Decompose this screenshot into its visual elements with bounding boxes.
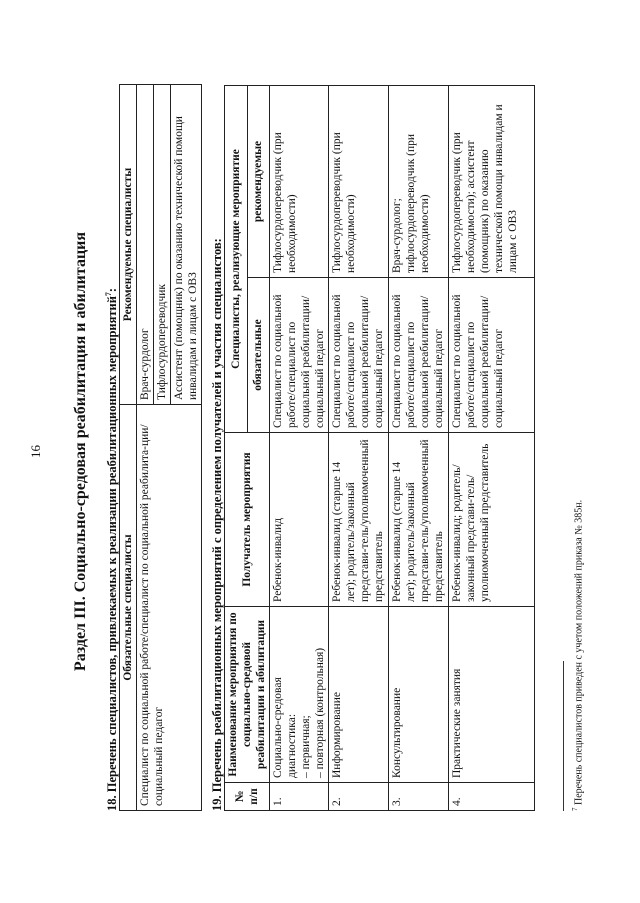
measure-name-cell [270, 607, 329, 783]
recommended-cell: Тифлосурдопереводчик (при необходимости) [270, 85, 329, 277]
section-19-heading: 19. Перечень реабилитационных мероприятий с определением получателей и участия специалистов: [210, 238, 224, 811]
table-row [449, 85, 535, 810]
row-number: 2. [329, 783, 389, 811]
header-recommended-specialists: Рекомендуемые специалисты [120, 85, 137, 405]
header-measure-name: Наименование мероприятия по социально-средовой реабилитации и абилитации [225, 607, 270, 783]
required-cell: Специалист по социальной работе/специалист по социальной реабилитации/социальный педагог [329, 278, 389, 433]
recommended-specialist: Тифлосурдопереводчик [154, 85, 171, 405]
recommended-cell: Тифлосурдопереводчик (при необходимости); ассистент (помощник) по оказанию технической помощи инвалидам и лицам с ОВЗ [449, 85, 535, 277]
measure-subitem: – повторная (контрольная) [314, 647, 326, 778]
measure-name: Информирование [329, 607, 389, 783]
measures-table [224, 85, 535, 811]
header-required: обязательные [247, 278, 270, 433]
header-recipient: Получатель мероприятия [225, 433, 270, 607]
required-specialists-cell: Специалист по социальной работе/специалист по социальной реабилита-ции/социальный педагог [137, 405, 202, 811]
recommended-specialist: Врач-сурдолог [137, 85, 154, 405]
recommended-cell: Тифлосурдопереводчик (при необходимости) [329, 85, 389, 277]
page-number: 16 [28, 445, 43, 458]
table-row [329, 85, 389, 810]
specialists-table [119, 84, 202, 811]
section-18-heading-text: 18. Перечень специалистов, привлекаемых к реализации реабилитационных мероприятий [105, 296, 120, 811]
footnote-number: 7 [571, 807, 579, 811]
measure-name: Практические занятия [449, 607, 535, 783]
section-title: Раздел III. Социально-средовая реабилитация и абилитация [72, 231, 89, 672]
required-cell: Специалист по социальной работе/специалист по социальной реабилитации/социальный педагог [270, 278, 329, 433]
recipient-cell: Ребенок-инвалид [270, 433, 329, 607]
recipient-cell: Ребенок-инвалид; родитель/законный представи-тель/уполномоченный представитель [449, 433, 535, 607]
required-cell: Специалист по социальной работе/специалист по социальной реабилитации/социальный педагог [449, 278, 535, 433]
measure-name: Консультирование [389, 607, 449, 783]
section-18-heading [104, 288, 120, 811]
measure-subitem: – первичная; [300, 715, 312, 778]
header-recommended: рекомендуемые [247, 85, 270, 277]
row-number: 1. [270, 783, 329, 811]
table-row [270, 85, 329, 810]
header-number: № п/п [225, 783, 270, 811]
heading-colon: : [105, 287, 120, 293]
table-row [389, 85, 449, 810]
header-required-specialists: Обязательные специалисты [120, 405, 137, 811]
recommended-cell: Врач-сурдолог; тифлосурдопереводчик (при необходимости) [389, 85, 449, 277]
footnote-divider [563, 661, 564, 811]
footnote-text: Перечень специалистов приведен с учетом положений приказа № 385н. [573, 499, 585, 805]
row-number: 4. [449, 783, 535, 811]
row-number: 3. [389, 783, 449, 811]
footnote [571, 500, 584, 811]
recipient-cell: Ребенок-инвалид (старше 14 лет); родитель/законный представи-тель/уполномоченный представитель [389, 433, 449, 607]
recommended-specialist: Ассистент (помощник) по оказанию технической помощи инвалидам и лицам с ОВЗ [171, 85, 202, 405]
footnote-mark: 7 [104, 292, 113, 297]
measure-name: Социально-средовая диагностика: [272, 677, 298, 778]
header-specialists: Специалисты, реализующие мероприятие [225, 85, 248, 432]
recipient-cell: Ребенок-инвалид (старше 14 лет); родитель/законный представи-тель/уполномоченный представитель [329, 433, 389, 607]
required-cell: Специалист по социальной работе/специалист по социальной реабилитации/социальный педагог [389, 278, 449, 433]
